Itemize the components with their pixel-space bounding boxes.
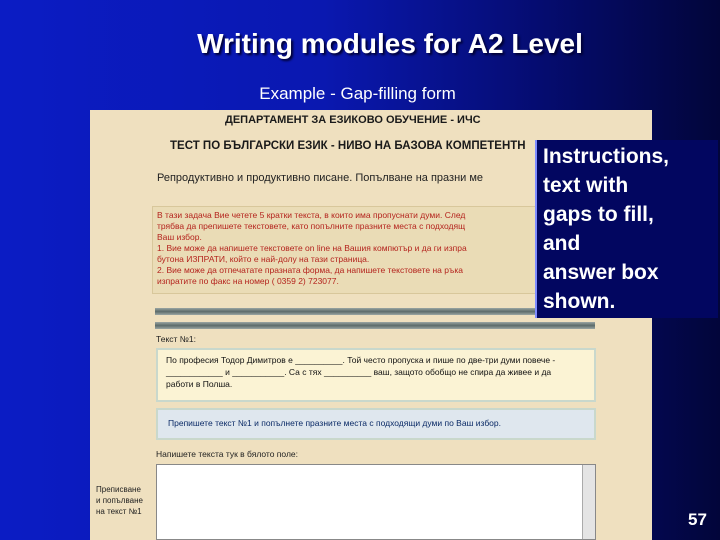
answer-scrollbar[interactable] (582, 465, 595, 539)
gapped-text-box (156, 348, 596, 402)
instruction-line: трябва да препишете текстовете, като попълните празните места с подходящ (157, 221, 466, 231)
page-number: 57 (688, 510, 707, 529)
answer-label: Напишете текста тук в бялото поле: (156, 449, 298, 459)
instruction-line: 2. Вие може да отпечатате празната форма, да напишете текстовете на ръка (157, 265, 463, 275)
slide-title: Writing modules for A2 Level (197, 28, 583, 59)
side-label-line: и попълване (96, 496, 143, 505)
test-title: ТЕСТ ПО БЪЛГАРСКИ ЕЗИК - НИВО НА БАЗОВА КОМПЕТЕНТН (170, 140, 526, 152)
gapped-text-line: ____________ и ___________. Са с тях __________ ваш, защото обобщо не спира да живее и да (166, 367, 552, 377)
department-heading: ДЕПАРТАМЕНТ ЗА ЕЗИКОВО ОБУЧЕНИЕ - ИЧС (225, 114, 481, 126)
callout-line: and (543, 232, 581, 255)
slide-subtitle: Example - Gap-filling form (259, 84, 456, 103)
callout-line: answer box (543, 261, 659, 284)
instruction-line: 1. Вие може да напишете текстовете on line на Вашия компютър и да ги изпра (157, 243, 467, 253)
answer-textarea[interactable] (156, 464, 596, 540)
task-description: Репродуктивно и продуктивно писане. Попълване на празни ме (157, 172, 484, 184)
callout-box (535, 140, 718, 318)
copy-instruction-box: Препишете текст №1 и попълнете празните места с подходящи думи по Ваш избор. (156, 408, 596, 440)
text-label: Текст №1: (156, 334, 196, 344)
callout-line: shown. (543, 290, 616, 313)
separator-bar (155, 322, 595, 329)
callout-line: Instructions, (543, 145, 670, 168)
gapped-text-line: работи в Полша. (166, 379, 233, 389)
instruction-line: бутона ИЗПРАТИ, който е най-долу на тази страница. (157, 254, 370, 264)
side-label-line: на текст №1 (96, 507, 142, 516)
instruction-line: В тази задача Вие четете 5 кратки текста, в които има пропуснати думи. След (157, 210, 466, 220)
instruction-line: Ваш избор. (157, 232, 202, 242)
callout-line: text with (543, 174, 629, 197)
callout-line: gaps to fill, (543, 203, 654, 226)
separator-bar (155, 308, 595, 315)
side-label (96, 484, 143, 517)
gapped-text-line: По професия Тодор Димитров е __________. Той често пропуска и пише по две-три думи повече - (166, 355, 556, 365)
side-label-line: Преписване (96, 485, 141, 494)
instruction-line: изпратите по факс на номер ( 0359 2) 723077. (157, 276, 339, 286)
